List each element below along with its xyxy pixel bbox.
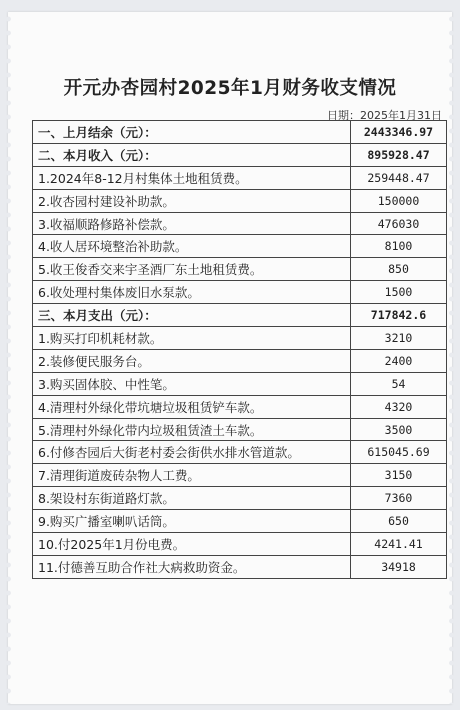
item-amount: 850 (351, 258, 447, 281)
table-row (33, 510, 447, 533)
item-label: 10.付2025年1月份电费。 (33, 533, 351, 556)
item-label: 6.收处理村集体废旧水泵款。 (33, 281, 351, 304)
item-amount: 476030 (351, 212, 447, 235)
item-label: 4.收人居环境整治补助款。 (33, 235, 351, 258)
section-header-row (33, 304, 447, 327)
finance-table (32, 120, 447, 579)
item-amount: 259448.47 (351, 166, 447, 189)
item-amount: 34918 (351, 555, 447, 578)
item-label: 1.2024年8-12月村集体土地租赁费。 (33, 166, 351, 189)
item-amount: 895928.47 (351, 143, 447, 166)
table-row (33, 166, 447, 189)
torn-edge-right (448, 12, 455, 704)
item-label: 4.清理村外绿化带坑塘垃圾租赁铲车款。 (33, 395, 351, 418)
section-header-row (33, 121, 447, 144)
item-amount: 4320 (351, 395, 447, 418)
item-amount: 4241.41 (351, 533, 447, 556)
torn-edge-left (5, 12, 12, 704)
table-row (33, 349, 447, 372)
item-amount: 717842.6 (351, 304, 447, 327)
item-label: 3.收福顺路修路补偿款。 (33, 212, 351, 235)
item-label: 9.购买广播室喇叭话筒。 (33, 510, 351, 533)
table-row (33, 258, 447, 281)
table-row (33, 189, 447, 212)
table-row (33, 372, 447, 395)
table-row (33, 418, 447, 441)
table-row (33, 441, 447, 464)
document-page (8, 12, 452, 704)
item-label: 2.收杏园村建设补助款。 (33, 189, 351, 212)
item-label: 11.付德善互助合作社大病救助资金。 (33, 555, 351, 578)
item-label: 6.付修杏园后大街老村委会街供水排水管道款。 (33, 441, 351, 464)
document-title: 开元办杏园村2025年1月财务收支情况 (63, 78, 397, 99)
table-row (33, 235, 447, 258)
item-amount: 3210 (351, 327, 447, 350)
table-row (33, 327, 447, 350)
section-header-row (33, 143, 447, 166)
item-label: 三、本月支出（元）： (33, 304, 351, 327)
item-label: 7.清理街道废砖杂物人工费。 (33, 464, 351, 487)
document-date: 日期：2025年1月31日 (327, 109, 442, 122)
table-row (33, 533, 447, 556)
table-row (33, 212, 447, 235)
item-amount: 1500 (351, 281, 447, 304)
item-label: 8.架设村东街道路灯款。 (33, 487, 351, 510)
table-row (33, 281, 447, 304)
item-label: 一、上月结余（元）： (33, 121, 351, 144)
item-amount: 650 (351, 510, 447, 533)
item-amount: 150000 (351, 189, 447, 212)
item-amount: 8100 (351, 235, 447, 258)
item-label: 1.购买打印机耗材款。 (33, 327, 351, 350)
item-label: 5.清理村外绿化带内垃圾租赁渣土车款。 (33, 418, 351, 441)
item-label: 3.购买固体胶、中性笔。 (33, 372, 351, 395)
table-row (33, 487, 447, 510)
item-label: 2.装修便民服务台。 (33, 349, 351, 372)
item-amount: 7360 (351, 487, 447, 510)
table-row (33, 464, 447, 487)
item-amount: 3500 (351, 418, 447, 441)
item-amount: 3150 (351, 464, 447, 487)
table-row (33, 395, 447, 418)
item-label: 二、本月收入（元）： (33, 143, 351, 166)
item-amount: 2400 (351, 349, 447, 372)
item-amount: 2443346.97 (351, 121, 447, 144)
item-amount: 54 (351, 372, 447, 395)
table-row (33, 555, 447, 578)
item-label: 5.收王俊香交来宇圣酒厂东土地租赁费。 (33, 258, 351, 281)
item-amount: 615045.69 (351, 441, 447, 464)
